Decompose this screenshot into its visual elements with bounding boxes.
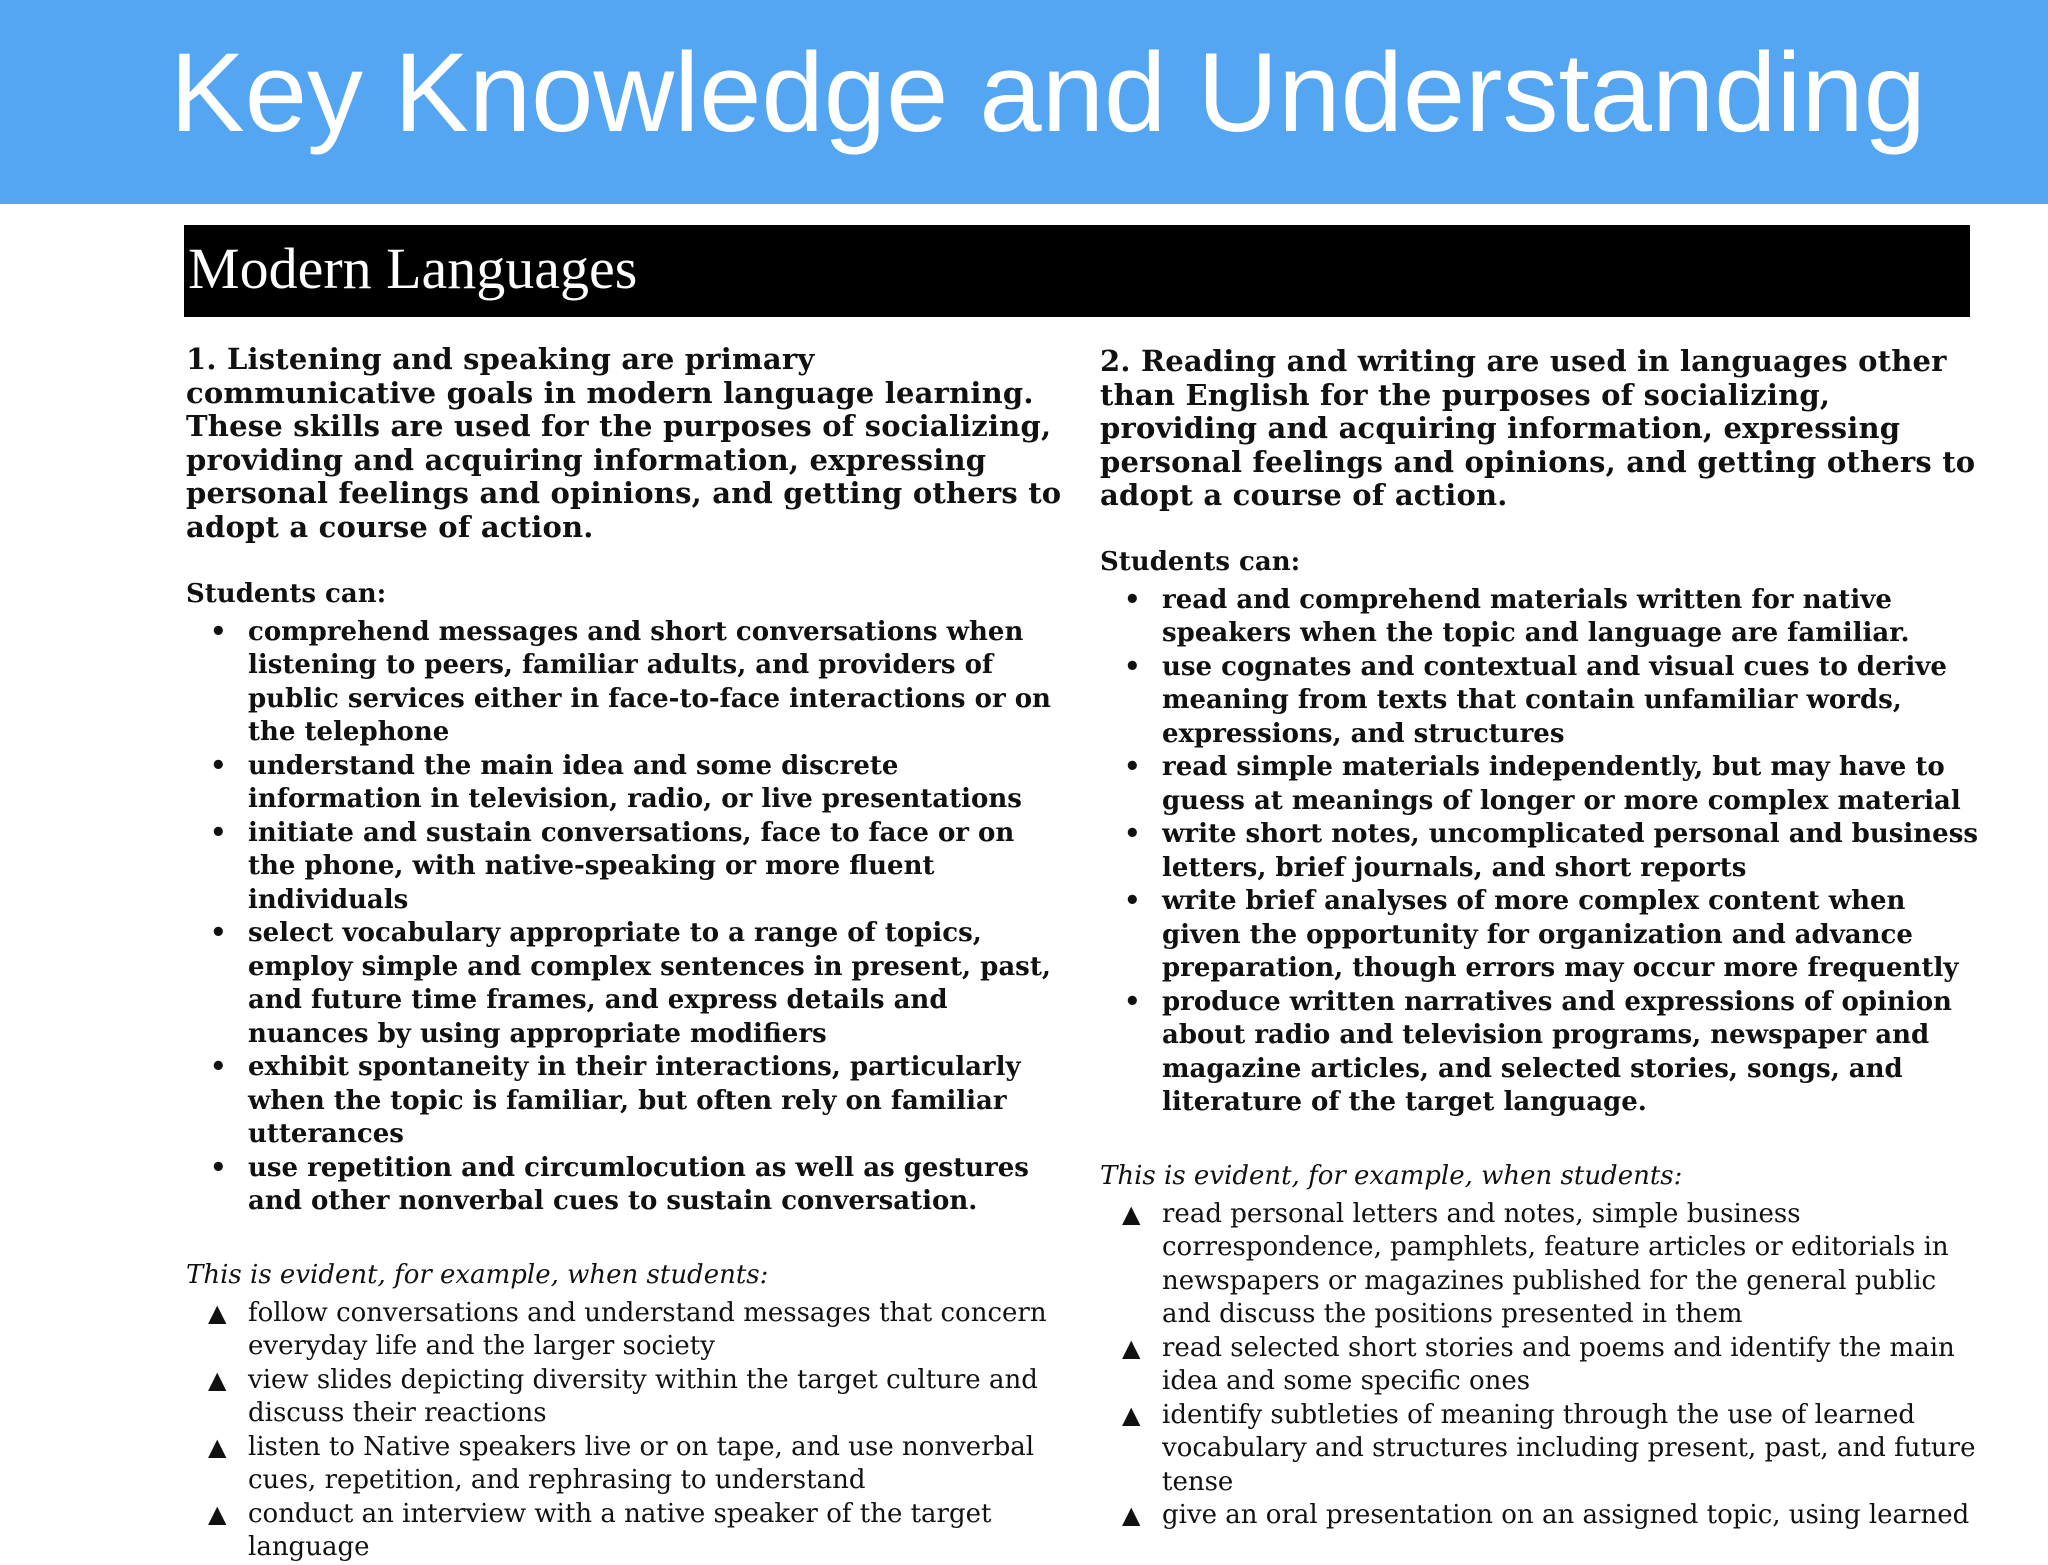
- evidence-heading: This is evident, for example, when students:: [186, 1259, 769, 1290]
- slide-title: Key Knowledge and Understanding: [170, 30, 1926, 155]
- skill-item: [1100, 651, 1980, 752]
- skill-item: [1100, 986, 1980, 1120]
- skill-text: read simple materials independently, but may have to guess at meanings of longer or more complex material: [1162, 752, 1961, 816]
- skill-item: [1100, 818, 1980, 885]
- slide-header: [0, 0, 2048, 204]
- skill-text: comprehend messages and short conversations when listening to peers, familiar adults, and providers of public services either in face-to-face interactions or on the telephone: [248, 616, 1051, 748]
- bullet-icon: •: [1124, 986, 1141, 1017]
- skill-item: [186, 817, 1066, 918]
- skill-text: use cognates and contextual and visual cues to derive meaning from texts that contain unfamiliar words, expressions, and structures: [1162, 651, 1947, 749]
- example-item: [1100, 1332, 1980, 1399]
- skill-item: [1100, 584, 1980, 651]
- triangle-bullet-icon: ▲: [1122, 1333, 1141, 1362]
- examples-list: [186, 1297, 1066, 1565]
- skill-item: [186, 1051, 1066, 1152]
- skill-text: exhibit spontaneity in their interactions, particularly when the topic is familiar, but often rely on familiar utterances: [248, 1052, 1021, 1150]
- section-banner: [184, 225, 1970, 317]
- triangle-bullet-icon: ▲: [208, 1365, 227, 1394]
- bullet-icon: •: [210, 1152, 227, 1183]
- example-item: [186, 1297, 1066, 1364]
- skill-item: [1100, 751, 1980, 818]
- bullet-icon: •: [210, 817, 227, 848]
- example-text: give an oral presentation on an assigned topic, using learned: [1162, 1500, 1970, 1531]
- skill-text: write brief analyses of more complex content when given the opportunity for organization and advance preparation, though errors may occur more frequently: [1162, 886, 1959, 984]
- bullet-icon: •: [1124, 651, 1141, 682]
- section-title: Modern Languages: [188, 236, 638, 301]
- example-text: read selected short stories and poems and identify the main idea and some specific ones: [1162, 1332, 1955, 1397]
- skills-list: [1100, 584, 1980, 1120]
- example-item: [186, 1431, 1066, 1498]
- triangle-bullet-icon: ▲: [208, 1432, 227, 1461]
- example-item: [186, 1364, 1066, 1431]
- bullet-icon: •: [210, 616, 227, 647]
- triangle-bullet-icon: ▲: [208, 1298, 227, 1327]
- skill-text: understand the main idea and some discrete information in television, radio, or live presentations: [248, 750, 1022, 815]
- example-item: [1100, 1198, 1980, 1332]
- bullet-icon: •: [210, 1052, 227, 1083]
- example-item: [1100, 1499, 1980, 1533]
- skill-text: use repetition and circumlocution as well as gestures and other nonverbal cues to sustain conversation.: [248, 1152, 1029, 1217]
- skill-item: [186, 1152, 1066, 1219]
- skill-text: read and comprehend materials written for native speakers when the topic and language are familiar.: [1162, 584, 1910, 649]
- triangle-bullet-icon: ▲: [1122, 1501, 1141, 1530]
- skill-text: initiate and sustain conversations, face to face or on the phone, with native-speaking or more fluent individuals: [248, 817, 1015, 915]
- example-text: identify subtleties of meaning through the use of learned vocabulary and structures including present, past, and future tense: [1162, 1399, 1976, 1497]
- example-text: view slides depicting diversity within the target culture and discuss their reactions: [248, 1364, 1038, 1429]
- right-column: [1100, 345, 1980, 1533]
- students-can-heading: Students can:: [186, 578, 387, 609]
- goal-statement: 2. Reading and writing are used in languages other than English for the purposes of socializing, providing and acquiring information, expressing personal feelings and opinions, and getting others to adopt a course of action.: [1100, 344, 1976, 513]
- skill-text: select vocabulary appropriate to a range of topics, employ simple and complex sentences in present, past, and future time frames, and express details and nuances by using appropriate modifiers: [248, 918, 1051, 1049]
- example-text: conduct an interview with a native speaker of the target language: [248, 1498, 992, 1563]
- bullet-icon: •: [1124, 584, 1141, 615]
- example-text: read personal letters and notes, simple business correspondence, pamphlets, feature articles or editorials in newspapers or magazines published for the general public and discuss the positions presented in them: [1162, 1198, 1949, 1330]
- skill-text: produce written narratives and expressions of opinion about radio and television programs, newspaper and magazine articles, and selected stories, songs, and literature of the target language.: [1162, 986, 1952, 1118]
- bullet-icon: •: [210, 750, 227, 781]
- example-item: [1100, 1399, 1980, 1500]
- left-column: [186, 343, 1066, 1565]
- bullet-icon: •: [1124, 752, 1141, 783]
- example-text: listen to Native speakers live or on tape, and use nonverbal cues, repetition, and rephrasing to understand: [248, 1431, 1035, 1496]
- bullet-icon: •: [1124, 819, 1141, 850]
- goal-statement: 1. Listening and speaking are primary communicative goals in modern language learning. These skills are used for the purposes of socializing, providing and acquiring information, expressing personal feelings and opinions, and getting others to adopt a course of action.: [186, 342, 1062, 544]
- evidence-heading: This is evident, for example, when students:: [1100, 1160, 1683, 1191]
- skill-item: [186, 917, 1066, 1051]
- skill-item: [1100, 885, 1980, 986]
- example-text: follow conversations and understand messages that concern everyday life and the larger society: [248, 1297, 1047, 1362]
- skill-item: [186, 616, 1066, 750]
- bullet-icon: •: [210, 918, 227, 949]
- example-item: [186, 1498, 1066, 1565]
- triangle-bullet-icon: ▲: [208, 1499, 227, 1528]
- triangle-bullet-icon: ▲: [1122, 1400, 1141, 1429]
- skills-list: [186, 616, 1066, 1219]
- examples-list: [1100, 1198, 1980, 1533]
- triangle-bullet-icon: ▲: [1122, 1199, 1141, 1228]
- bullet-icon: •: [1124, 886, 1141, 917]
- students-can-heading: Students can:: [1100, 546, 1301, 577]
- skill-text: write short notes, uncomplicated personal and business letters, brief journals, and short reports: [1162, 819, 1979, 883]
- skill-item: [186, 750, 1066, 817]
